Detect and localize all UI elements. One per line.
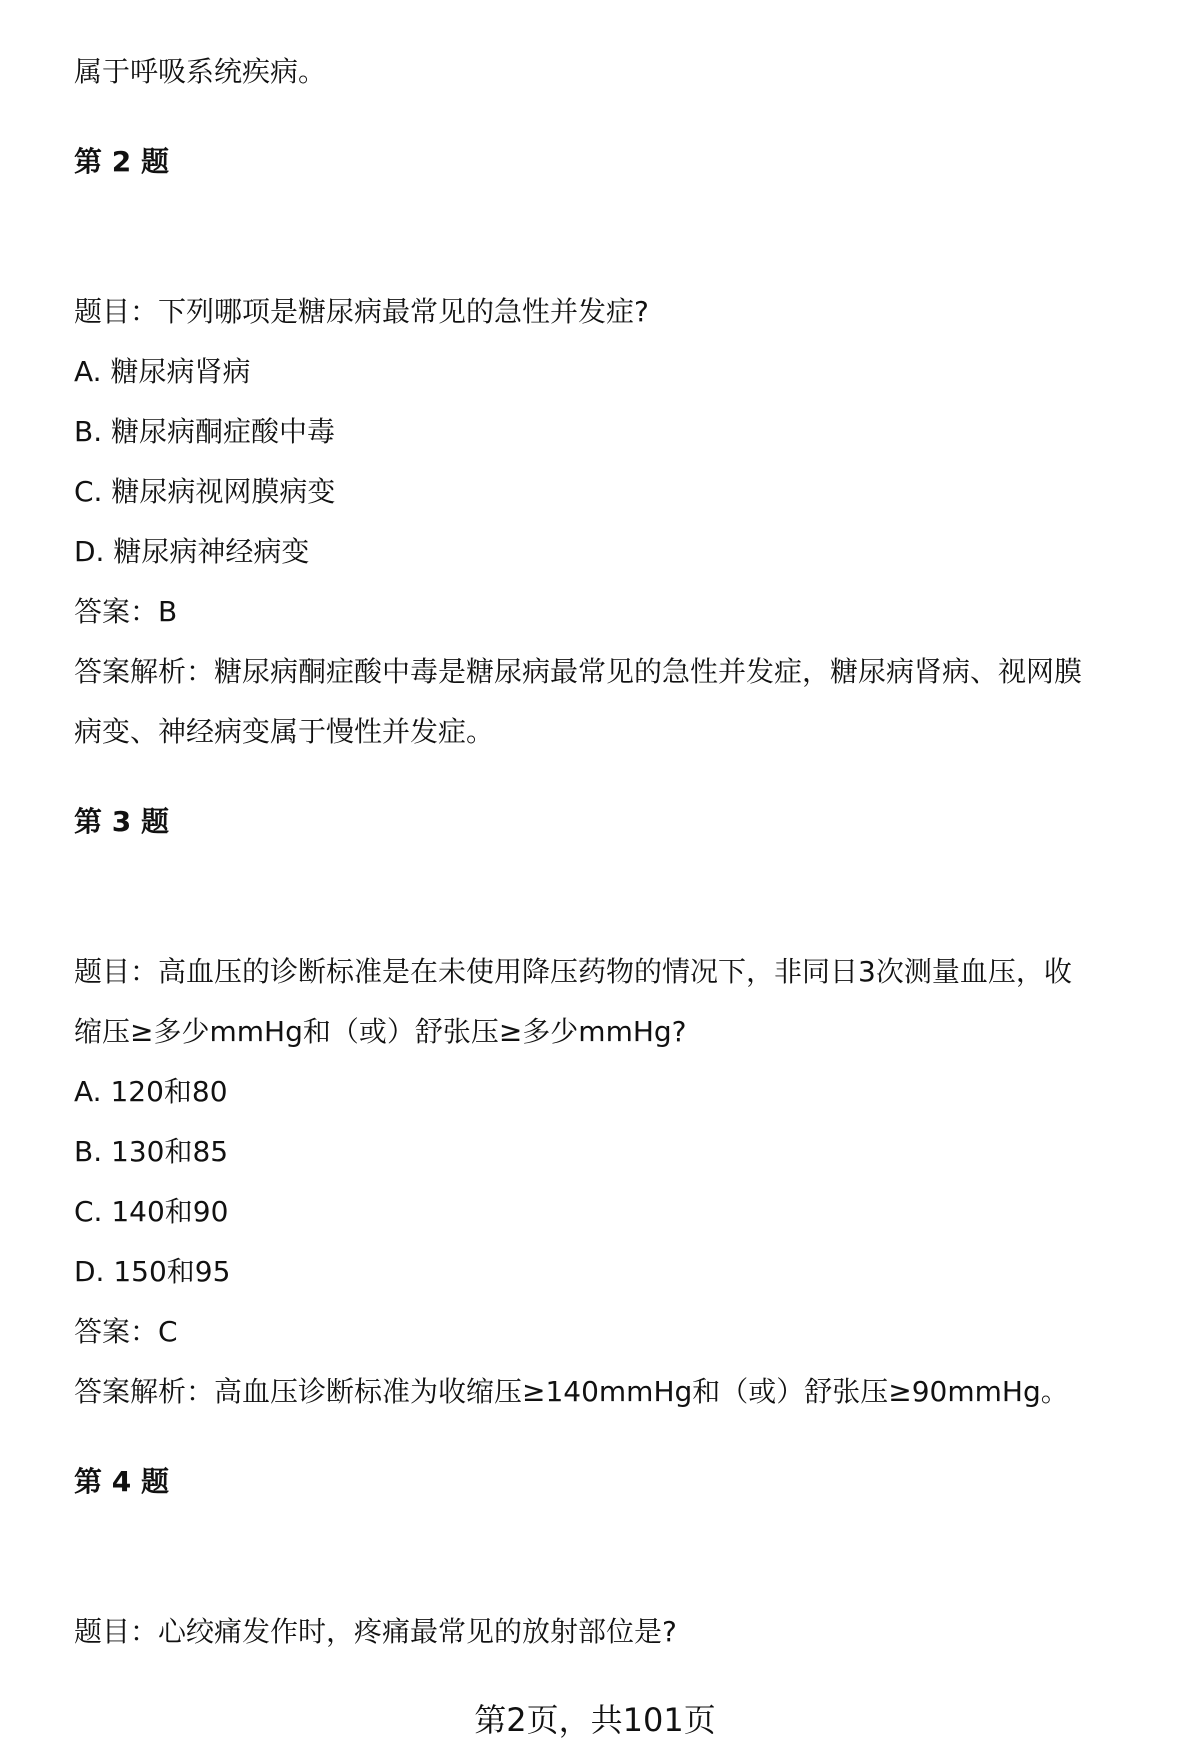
question-3-option-c: C. 140和90 <box>74 1195 229 1228</box>
question-4-text: 题目：心绞痛发作时，疼痛最常见的放射部位是? <box>74 1615 677 1648</box>
question-3-option-d: D. 150和95 <box>74 1255 231 1288</box>
question-3-analysis: 答案解析：高血压诊断标准为收缩压≥140mmHg和（或）舒张压≥90mmHg。 <box>74 1375 1069 1408</box>
question-3-text-line-2: 缩压≥多少mmHg和（或）舒张压≥多少mmHg? <box>74 1015 687 1048</box>
question-2-text: 题目：下列哪项是糖尿病最常见的急性并发症? <box>74 295 649 328</box>
question-3-text-line-1: 题目：高血压的诊断标准是在未使用降压药物的情况下，非同日3次测量血压，收 <box>74 955 1072 988</box>
question-3-heading: 第 3 题 <box>74 805 169 838</box>
page-footer: 第2页，共101页 <box>474 1701 716 1739</box>
question-2-option-a: A. 糖尿病肾病 <box>74 355 251 388</box>
question-2-option-b: B. 糖尿病酮症酸中毒 <box>74 415 336 448</box>
question-3-option-a: A. 120和80 <box>74 1075 228 1108</box>
question-3-option-b: B. 130和85 <box>74 1135 229 1168</box>
question-2-analysis-line-2: 病变、神经病变属于慢性并发症。 <box>74 715 495 748</box>
question-4-heading: 第 4 题 <box>74 1465 169 1498</box>
question-2-option-c: C. 糖尿病视网膜病变 <box>74 475 336 508</box>
question-2-answer: 答案：B <box>74 595 178 628</box>
question-2-heading: 第 2 题 <box>74 145 169 178</box>
question-2-option-d: D. 糖尿病神经病变 <box>74 535 310 568</box>
question-2-analysis-line-1: 答案解析：糖尿病酮症酸中毒是糖尿病最常见的急性并发症，糖尿病肾病、视网膜 <box>74 655 1083 688</box>
continuation-text: 属于呼吸系统疾病。 <box>74 55 327 88</box>
question-3-answer: 答案：C <box>74 1315 178 1348</box>
